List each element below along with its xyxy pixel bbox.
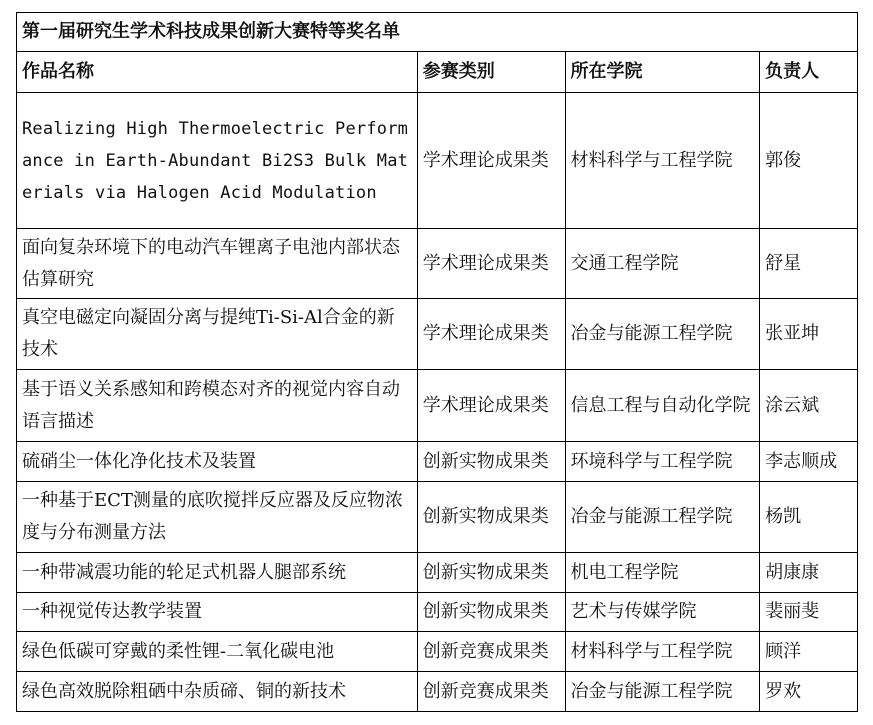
cell-category: 学术理论成果类 xyxy=(417,229,565,299)
cell-work-name: 真空电磁定向凝固分离与提纯Ti-Si-Al合金的新技术 xyxy=(17,299,418,370)
cell-college: 信息工程与自动化学院 xyxy=(565,370,760,442)
table-row xyxy=(17,632,858,672)
cell-category: 学术理论成果类 xyxy=(417,370,565,442)
cell-person: 涂云斌 xyxy=(760,370,858,442)
table-title: 第一届研究生学术科技成果创新大赛特等奖名单 xyxy=(17,13,858,52)
cell-person: 顾洋 xyxy=(760,632,858,672)
header-category: 参赛类别 xyxy=(417,52,565,93)
table-row xyxy=(17,229,858,299)
table-header-row xyxy=(17,52,858,93)
cell-college: 冶金与能源工程学院 xyxy=(565,299,760,370)
cell-category: 学术理论成果类 xyxy=(417,93,565,229)
table-row xyxy=(17,672,858,712)
cell-work-name: 一种视觉传达教学装置 xyxy=(17,593,418,632)
cell-college: 艺术与传媒学院 xyxy=(565,593,760,632)
table-row xyxy=(17,370,858,442)
header-college: 所在学院 xyxy=(565,52,760,93)
cell-category: 创新实物成果类 xyxy=(417,442,565,482)
cell-work-name: 绿色高效脱除粗硒中杂质碲、铜的新技术 xyxy=(17,672,418,712)
cell-work-name: 基于语义关系感知和跨模态对齐的视觉内容自动语言描述 xyxy=(17,370,418,442)
cell-college: 材料科学与工程学院 xyxy=(565,632,760,672)
cell-person: 罗欢 xyxy=(760,672,858,712)
cell-category: 创新竞赛成果类 xyxy=(417,672,565,712)
cell-category: 创新竞赛成果类 xyxy=(417,632,565,672)
cell-person: 郭俊 xyxy=(760,93,858,229)
table-row xyxy=(17,553,858,593)
table-row xyxy=(17,442,858,482)
cell-college: 环境科学与工程学院 xyxy=(565,442,760,482)
cell-work-name: 绿色低碳可穿戴的柔性锂-二氧化碳电池 xyxy=(17,632,418,672)
header-person: 负责人 xyxy=(760,52,858,93)
cell-work-name: 一种基于ECT测量的底吹搅拌反应器及反应物浓度与分布测量方法 xyxy=(17,482,418,553)
cell-college: 机电工程学院 xyxy=(565,553,760,593)
cell-work-name: 一种带减震功能的轮足式机器人腿部系统 xyxy=(17,553,418,593)
cell-category: 创新实物成果类 xyxy=(417,482,565,553)
cell-person: 李志顺成 xyxy=(760,442,858,482)
cell-category: 学术理论成果类 xyxy=(417,299,565,370)
cell-college: 冶金与能源工程学院 xyxy=(565,672,760,712)
cell-person: 胡康康 xyxy=(760,553,858,593)
award-list-table xyxy=(16,12,858,712)
cell-person: 舒星 xyxy=(760,229,858,299)
cell-category: 创新实物成果类 xyxy=(417,593,565,632)
table-row xyxy=(17,299,858,370)
cell-work-name: Realizing High Thermoelectric Performance in Earth-Abundant Bi2S3 Bulk Materials via Halogen Acid Modulation xyxy=(17,93,418,229)
cell-category: 创新实物成果类 xyxy=(417,553,565,593)
cell-person: 杨凯 xyxy=(760,482,858,553)
cell-person: 张亚坤 xyxy=(760,299,858,370)
cell-work-name: 面向复杂环境下的电动汽车锂离子电池内部状态估算研究 xyxy=(17,229,418,299)
cell-person: 裴丽斐 xyxy=(760,593,858,632)
cell-college: 材料科学与工程学院 xyxy=(565,93,760,229)
header-work-name: 作品名称 xyxy=(17,52,418,93)
cell-work-name: 硫硝尘一体化净化技术及装置 xyxy=(17,442,418,482)
table-row xyxy=(17,593,858,632)
cell-college: 交通工程学院 xyxy=(565,229,760,299)
table-row xyxy=(17,482,858,553)
cell-college: 冶金与能源工程学院 xyxy=(565,482,760,553)
table-row xyxy=(17,93,858,229)
table-title-row xyxy=(17,13,858,52)
